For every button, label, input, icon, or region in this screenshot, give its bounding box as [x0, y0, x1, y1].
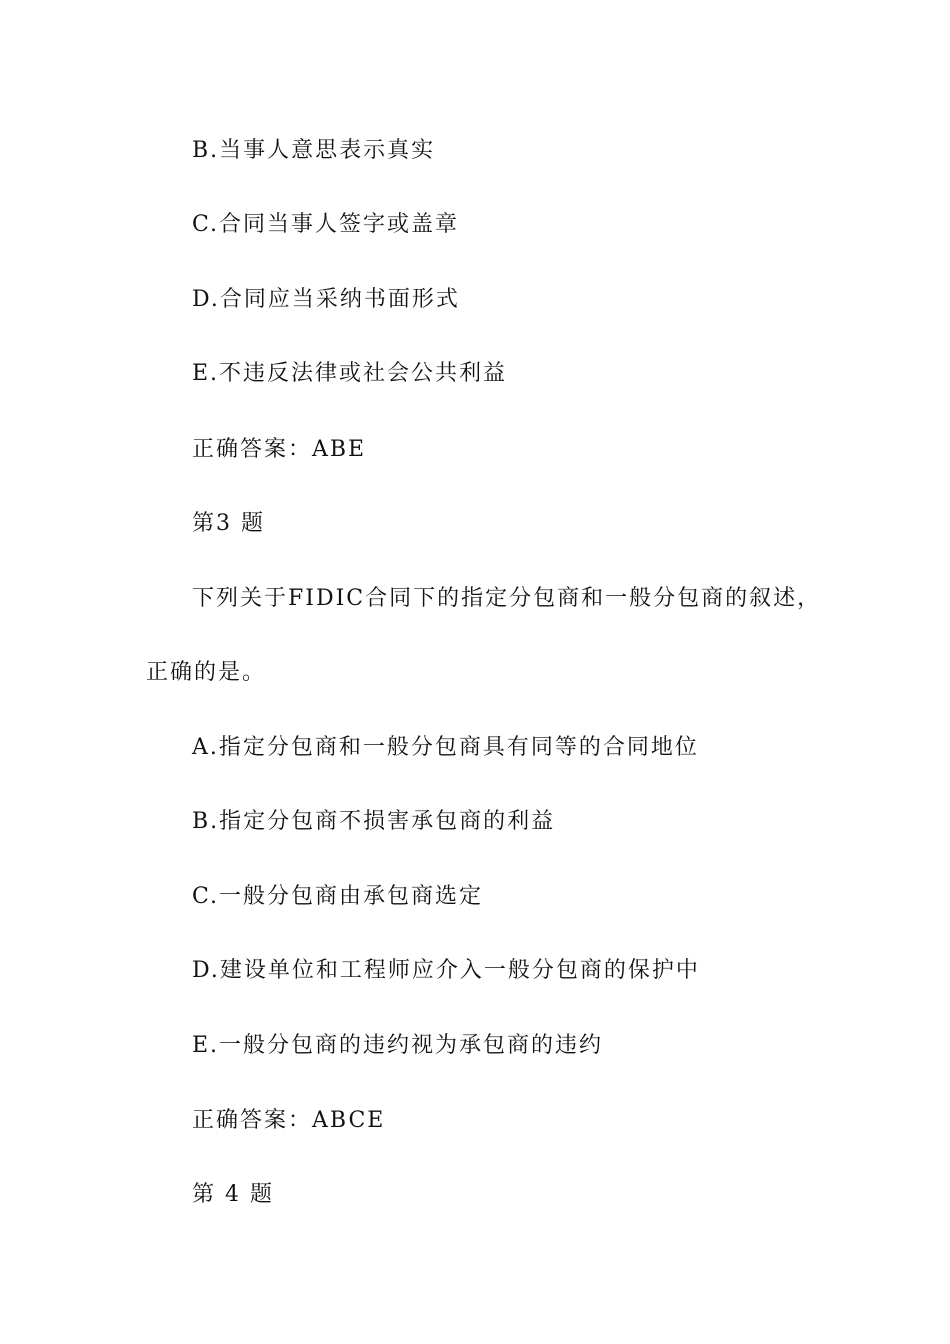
q3-heading: 第3 题: [192, 511, 265, 536]
q3-option-c: C.一般分包商由承包商选定: [192, 884, 484, 909]
q3-stem-line2: 正确的是。: [146, 660, 267, 685]
q3-option-d: D.建设单位和工程师应介入一般分包商的保护中: [192, 958, 700, 983]
q3-stem-line1: 下列关于FIDIC合同下的指定分包商和一般分包商的叙述，: [192, 586, 822, 611]
q2-answer: 正确答案：ABE: [192, 437, 367, 462]
q3-option-e: E.一般分包商的违约视为承包商的违约: [192, 1033, 604, 1058]
q2-option-b: B.当事人意思表示真实: [192, 138, 436, 163]
q3-option-b: B.指定分包商不损害承包商的利益: [192, 809, 556, 834]
q2-option-d: D.合同应当采纳书面形式: [192, 287, 460, 312]
q2-option-e: E.不违反法律或社会公共利益: [192, 361, 508, 386]
q3-option-a: A.指定分包商和一般分包商具有同等的合同地位: [192, 735, 699, 760]
q3-answer: 正确答案：ABCE: [192, 1108, 386, 1133]
q2-option-c: C.合同当事人签字或盖章: [192, 212, 460, 237]
q4-heading: 第 4 题: [192, 1182, 274, 1207]
